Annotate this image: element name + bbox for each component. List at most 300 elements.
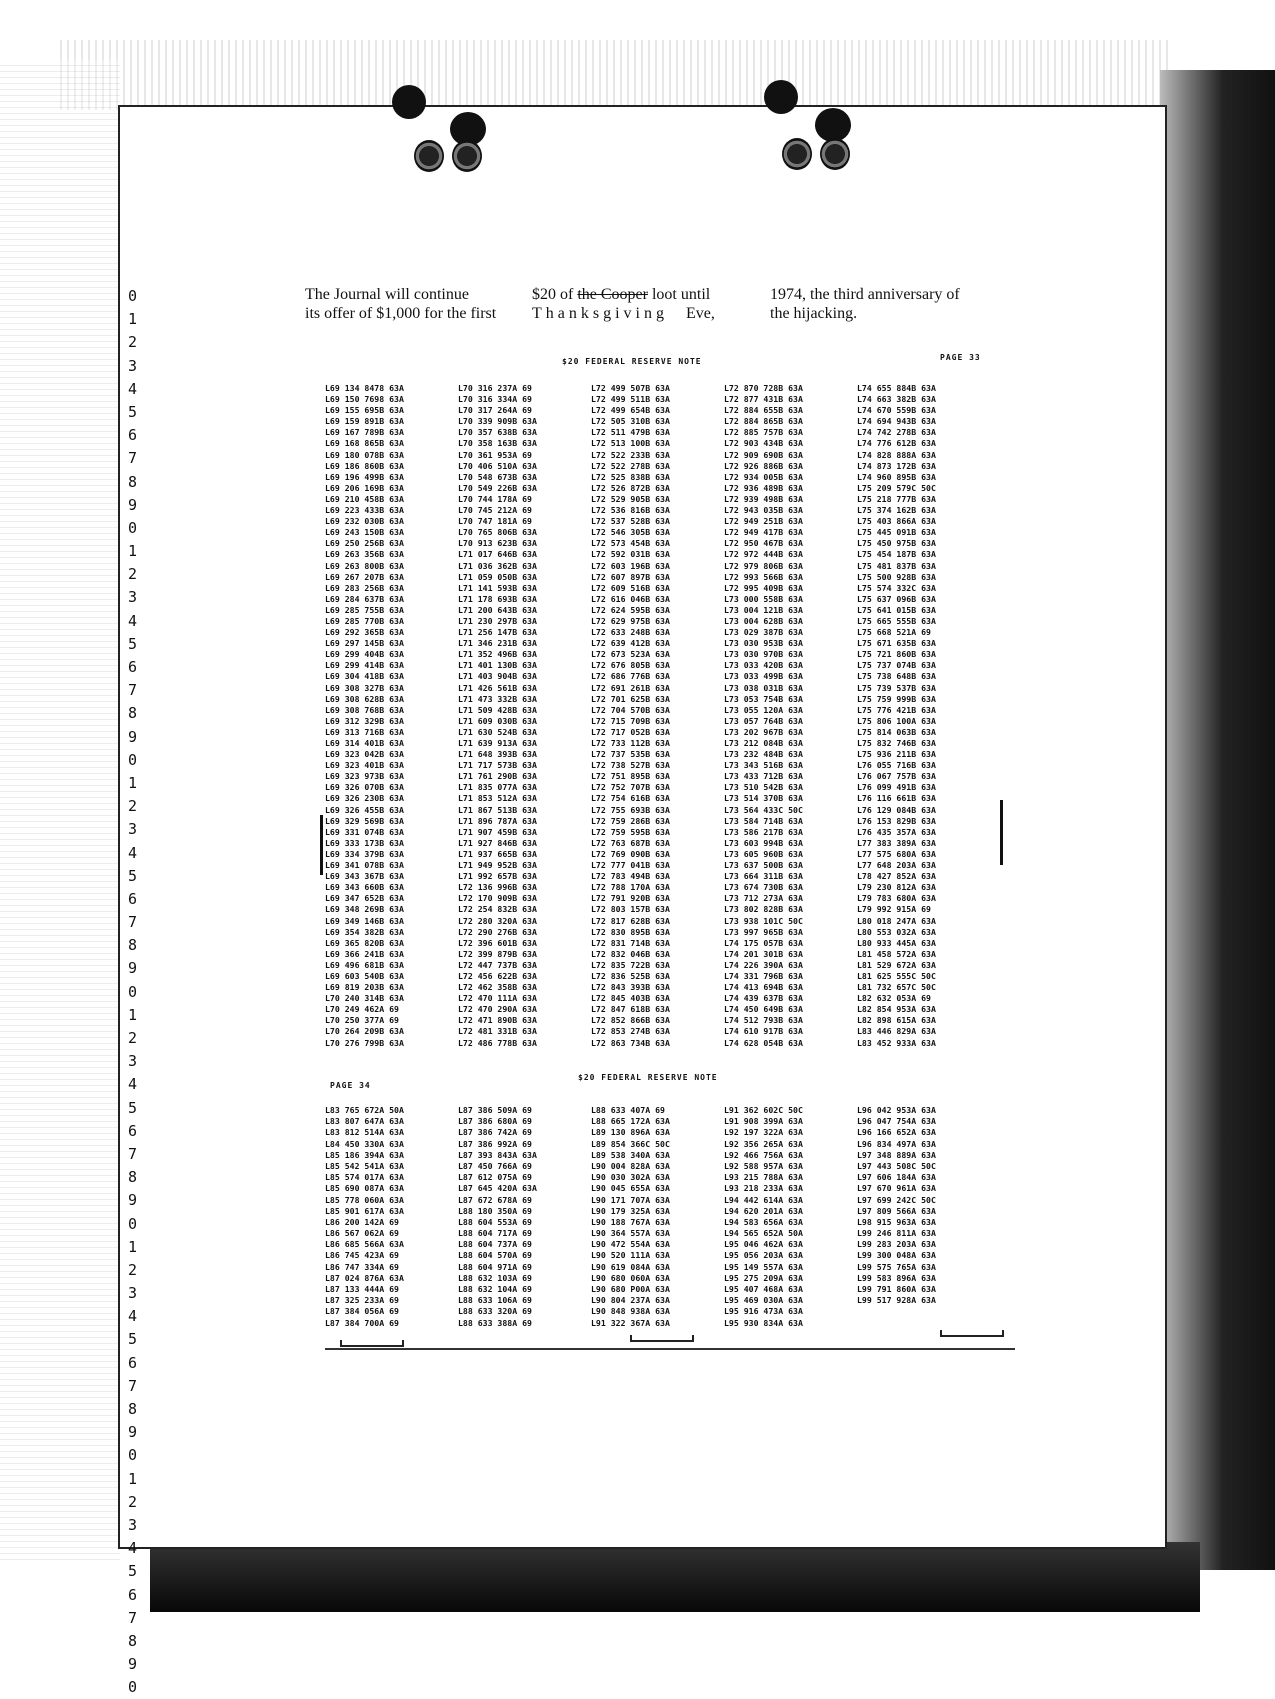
serial-number-entry: L72 777 041B 63A	[591, 860, 670, 871]
serial-number-entry: L70 250 377A 69	[325, 1015, 399, 1026]
binder-hole	[764, 80, 798, 114]
serial-number-entry: L71 401 130B 63A	[458, 660, 537, 671]
serial-number-entry: L72 885 757B 63A	[724, 427, 803, 438]
serial-number-entry: L72 136 996B 63A	[458, 882, 537, 893]
serial-number-entry: L69 283 256B 63A	[325, 582, 404, 593]
serial-number-entry: L79 783 680A 63A	[857, 893, 936, 904]
section-title: $20 FEDERAL RESERVE NOTE	[578, 1073, 718, 1082]
serial-number-entry: L85 574 017A 63A	[325, 1172, 404, 1183]
serial-number-entry: L74 873 172B 63A	[857, 460, 936, 471]
serial-number-entry: L72 831 714B 63A	[591, 937, 670, 948]
serial-number-entry: L72 754 616B 63A	[591, 793, 670, 804]
serial-number-entry: L69 347 652B 63A	[325, 893, 404, 904]
serial-number-entry: L87 386 992A 69	[458, 1138, 532, 1149]
serial-number-entry: L69 313 716B 63A	[325, 726, 404, 737]
binder-ring	[414, 140, 444, 172]
serial-number-entry: L72 624 595B 63A	[591, 604, 670, 615]
margin-number: 8	[128, 1631, 138, 1650]
margin-number: 1	[128, 1005, 138, 1024]
margin-number: 8	[128, 472, 138, 491]
serial-number-entry: L72 769 090B 63A	[591, 848, 670, 859]
serial-number-entry: L69 348 269B 63A	[325, 904, 404, 915]
serial-number-entry: L69 343 367B 63A	[325, 871, 404, 882]
header-line: its offer of $1,000 for the first	[305, 305, 497, 322]
margin-number: 6	[128, 658, 138, 676]
margin-number: 4	[128, 379, 138, 398]
serial-number-entry: L81 529 672A 63A	[857, 959, 936, 970]
serial-number-entry: L75 665 555B 63A	[857, 615, 936, 626]
serial-number-entry: L72 691 261B 63A	[591, 682, 670, 693]
serial-number-entry: L69 263 356B 63A	[325, 549, 404, 560]
serial-number-entry: L69 304 418B 63A	[325, 671, 404, 682]
margin-number: 0	[128, 287, 138, 305]
serial-number-entry: L72 676 805B 63A	[591, 660, 670, 671]
serial-number-entry: L69 206 169B 63A	[325, 482, 404, 493]
serial-number-entry: L72 592 031B 63A	[591, 549, 670, 560]
serial-number-entry: L69 297 145B 63A	[325, 638, 404, 649]
serial-number-entry: L90 171 707A 63A	[591, 1194, 670, 1205]
serial-number-entry: L76 067 757B 63A	[857, 771, 936, 782]
margin-number: 8	[128, 1168, 138, 1187]
serial-number-entry: L72 170 909B 63A	[458, 893, 537, 904]
serial-number-entry: L74 628 054B 63A	[724, 1037, 803, 1048]
serial-number-entry: L74 226 390A 63A	[724, 959, 803, 970]
serial-number-entry: L72 616 046B 63A	[591, 593, 670, 604]
serial-number-entry: L69 285 755B 63A	[325, 604, 404, 615]
serial-number-entry: L91 362 602C 50C	[724, 1105, 803, 1115]
serial-number-entry: L72 949 417B 63A	[724, 527, 803, 538]
serial-number-entry: L72 537 528B 63A	[591, 516, 670, 527]
serial-number-entry: L78 427 852A 63A	[857, 871, 936, 882]
serial-number-entry: L73 202 967B 63A	[724, 726, 803, 737]
serial-number-entry: L75 641 015B 63A	[857, 604, 936, 615]
serial-number-entry: L87 325 233A 69	[325, 1295, 399, 1306]
serial-number-entry: L71 426 561B 63A	[458, 682, 537, 693]
margin-number: 7	[128, 449, 138, 468]
serial-number-entry: L69 210 458B 63A	[325, 493, 404, 504]
serial-number-entry: L96 166 652A 63A	[857, 1127, 936, 1138]
serial-number-entry: L90 804 237A 63A	[591, 1295, 670, 1306]
margin-number: 5	[128, 634, 138, 653]
serial-number-entry: L95 275 209A 63A	[724, 1272, 803, 1283]
serial-number-entry: L95 916 473A 63A	[724, 1306, 803, 1317]
serial-number-entry: L76 153 829B 63A	[857, 815, 936, 826]
serial-number-entry: L86 745 423A 69	[325, 1250, 399, 1261]
serial-number-entry: L89 130 896A 63A	[591, 1127, 670, 1138]
serial-number-entry: L90 004 828A 63A	[591, 1160, 670, 1171]
serial-number-entry: L76 099 491B 63A	[857, 782, 936, 793]
serial-number-entry: L72 536 816B 63A	[591, 505, 670, 516]
serial-number-entry: L74 960 895B 63A	[857, 471, 936, 482]
serial-number-entry: L77 575 680A 63A	[857, 848, 936, 859]
serial-number-entry: L72 717 052B 63A	[591, 726, 670, 737]
binder-hole	[392, 85, 426, 119]
serial-number-entry: L74 201 301B 63A	[724, 948, 803, 959]
serial-number-entry: L92 356 265A 63A	[724, 1138, 803, 1149]
serial-number-entry: L74 663 382B 63A	[857, 394, 936, 405]
serial-number-entry: L72 733 112B 63A	[591, 738, 670, 748]
serial-number-entry: L73 603 994B 63A	[724, 837, 803, 848]
serial-number-entry: L69 314 401B 63A	[325, 738, 404, 748]
margin-number: 6	[128, 426, 138, 445]
serial-number-entry: L75 936 211B 63A	[857, 749, 936, 760]
serial-number-entry: L69 285 770B 63A	[325, 615, 404, 626]
serial-number-entry: L75 832 746B 63A	[857, 738, 936, 748]
serial-number-entry: L70 406 510A 63A	[458, 460, 537, 471]
serial-number-entry: L73 232 484B 63A	[724, 749, 803, 760]
serial-number-entry: L70 276 799B 63A	[325, 1037, 404, 1048]
serial-number-entry: L70 913 623B 63A	[458, 538, 537, 549]
serial-number-entry: L75 739 537B 63A	[857, 682, 936, 693]
serial-number-entry: L96 042 953A 63A	[857, 1105, 936, 1115]
serial-number-entry: L72 522 278B 63A	[591, 460, 670, 471]
serial-number-entry: L72 499 511B 63A	[591, 394, 670, 405]
margin-number: 1	[128, 1237, 138, 1256]
serial-number-entry: L87 393 843A 63A	[458, 1149, 537, 1160]
serial-number-entry: L72 853 274B 63A	[591, 1026, 670, 1037]
serial-number-entry: L72 852 866B 63A	[591, 1015, 670, 1026]
serial-number-entry: L71 639 913A 63A	[458, 738, 537, 748]
margin-number: 6	[128, 889, 138, 908]
serial-number-entry: L90 680 P00A 63A	[591, 1284, 670, 1294]
serial-number-entry: L89 538 340A 63A	[591, 1149, 670, 1160]
serial-number-entry: L87 384 056A 69	[325, 1306, 399, 1317]
serial-number-entry: L72 686 776B 63A	[591, 671, 670, 682]
serial-number-entry: L77 648 203A 63A	[857, 860, 936, 871]
serial-number-entry: L75 500 928B 63A	[857, 571, 936, 582]
serial-number-entry: L75 814 063B 63A	[857, 726, 936, 737]
serial-number-entry: L69 150 7698 63A	[325, 394, 404, 405]
serial-number-entry: L91 908 399A 63A	[724, 1116, 803, 1127]
serial-number-entry: L74 742 278B 63A	[857, 427, 936, 438]
serial-number-entry: L69 326 230B 63A	[325, 793, 404, 804]
serial-number-entry: L72 926 886B 63A	[724, 460, 803, 471]
serial-number-entry: L87 672 678A 69	[458, 1194, 532, 1205]
margin-number: 6	[128, 1585, 138, 1604]
serial-number-entry: L72 936 489B 63A	[724, 482, 803, 493]
serial-number-entry: L70 358 163B 63A	[458, 438, 537, 449]
serial-number-entry: L70 549 226B 63A	[458, 482, 537, 493]
serial-number-entry: L71 896 787A 63A	[458, 815, 537, 826]
section-title: $20 FEDERAL RESERVE NOTE	[562, 357, 702, 366]
serial-number-entry: L69 308 628B 63A	[325, 693, 404, 704]
serial-number-entry: L72 950 467B 63A	[724, 538, 803, 549]
page-label: PAGE 34	[330, 1081, 371, 1090]
serial-number-entry: L71 835 077A 63A	[458, 782, 537, 793]
serial-number-entry: L96 047 754A 63A	[857, 1116, 936, 1127]
serial-number-entry: L80 553 032A 63A	[857, 926, 936, 937]
serial-number-entry: L72 254 832B 63A	[458, 904, 537, 915]
serial-number-entry: L73 030 970B 63A	[724, 649, 803, 660]
serial-number-entry: L72 943 035B 63A	[724, 505, 803, 516]
margin-number: 9	[128, 1191, 138, 1210]
serial-number-entry: L70 747 181A 69	[458, 516, 532, 527]
serial-number-entry: L72 447 737B 63A	[458, 959, 537, 970]
margin-number: 5	[128, 402, 138, 421]
serial-number-entry: L75 721 860B 63A	[857, 649, 936, 660]
serial-number-entry: L75 218 777B 63A	[857, 493, 936, 504]
serial-number-entry: L90 472 554A 63A	[591, 1239, 670, 1250]
serial-number-entry: L71 609 030B 63A	[458, 715, 537, 726]
serial-number-entry: L76 116 661B 63A	[857, 793, 936, 804]
margin-number: 4	[128, 1539, 138, 1558]
margin-number: 7	[128, 681, 138, 700]
serial-number-entry: L71 200 643B 63A	[458, 604, 537, 615]
serial-number-entry: L87 386 742A 69	[458, 1127, 532, 1138]
serial-number-entry: L72 470 111A 63A	[458, 993, 537, 1004]
serial-number-entry: L83 452 933A 63A	[857, 1037, 936, 1048]
serial-number-entry: L72 633 248B 63A	[591, 627, 670, 638]
serial-number-entry: L70 249 462A 69	[325, 1004, 399, 1015]
serial-number-entry: L88 632 103A 69	[458, 1272, 532, 1283]
serial-number-entry: L72 529 905B 63A	[591, 493, 670, 504]
serial-number-entry: L80 018 247A 63A	[857, 915, 936, 926]
serial-number-entry: L71 178 693B 63A	[458, 593, 537, 604]
serial-number-entry: L85 690 087A 63A	[325, 1183, 404, 1194]
serial-number-entry: L97 606 184A 63A	[857, 1172, 936, 1183]
serial-number-entry: L70 264 209B 63A	[325, 1026, 404, 1037]
serial-number-entry: L99 583 896A 63A	[857, 1272, 936, 1283]
serial-number-entry: L73 514 370B 63A	[724, 793, 803, 804]
serial-columns-bottom	[325, 1105, 985, 1329]
serial-number-entry: L74 655 884B 63A	[857, 383, 936, 393]
serial-number-entry: L69 331 074B 63A	[325, 826, 404, 837]
serial-number-entry: L75 574 332C 63A	[857, 582, 936, 593]
serial-number-entry: L73 802 828B 63A	[724, 904, 803, 915]
serial-number-entry: L72 456 622B 63A	[458, 970, 537, 981]
serial-number-entry: L72 522 233B 63A	[591, 449, 670, 460]
serial-number-entry: L73 674 730B 63A	[724, 882, 803, 893]
serial-number-entry: L93 215 788A 63A	[724, 1172, 803, 1183]
serial-number-entry: L76 435 357A 63A	[857, 826, 936, 837]
serial-number-entry: L73 029 387B 63A	[724, 627, 803, 638]
margin-number: 5	[128, 1562, 138, 1581]
serial-number-entry: L72 783 494B 63A	[591, 871, 670, 882]
margin-number: 2	[128, 333, 138, 352]
serial-number-entry: L71 907 459B 63A	[458, 826, 537, 837]
serial-number-entry: L71 059 050B 63A	[458, 571, 537, 582]
serial-number-entry: L75 776 421B 63A	[857, 704, 936, 715]
serial-number-entry: L74 450 649B 63A	[724, 1004, 803, 1015]
serial-number-entry: L90 045 655A 63A	[591, 1183, 670, 1194]
margin-number: 9	[128, 1655, 138, 1674]
margin-number: 2	[128, 1260, 138, 1279]
serial-number-entry: L79 992 915A 69	[857, 904, 931, 915]
serial-number-entry: L73 938 101C 50C	[724, 915, 803, 926]
bracket-mark	[940, 1330, 1004, 1337]
serial-number-entry: L88 633 106A 69	[458, 1295, 532, 1306]
serial-number-entry: L71 761 290B 63A	[458, 771, 537, 782]
serial-number-entry: L72 629 975B 63A	[591, 615, 670, 626]
serial-column	[857, 1105, 985, 1329]
margin-number: 7	[128, 1376, 138, 1395]
serial-number-entry: L97 809 566A 63A	[857, 1205, 936, 1216]
serial-number-entry: L82 632 053A 69	[857, 993, 931, 1004]
serial-number-entry: L92 197 322A 63A	[724, 1127, 803, 1138]
header-line: Thanksgiving Eve,	[532, 305, 715, 322]
serial-number-entry: L72 573 454B 63A	[591, 538, 670, 549]
serial-number-entry: L71 717 573B 63A	[458, 760, 537, 771]
margin-number: 1	[128, 1469, 138, 1488]
serial-number-entry: L87 612 075A 69	[458, 1172, 532, 1183]
serial-number-entry: L73 004 628B 63A	[724, 615, 803, 626]
serial-column	[458, 1105, 586, 1329]
margin-number: 2	[128, 1029, 138, 1047]
margin-number: 4	[128, 611, 138, 630]
header-column-2	[532, 285, 752, 323]
serial-number-entry: L71 509 428B 63A	[458, 704, 537, 715]
serial-number-entry: L74 776 612B 63A	[857, 438, 936, 449]
serial-number-entry: L72 470 290A 63A	[458, 1004, 537, 1015]
serial-number-entry: L73 712 273A 63A	[724, 893, 803, 904]
serial-number-entry: L72 759 286B 63A	[591, 815, 670, 826]
serial-number-entry: L88 632 104A 69	[458, 1284, 532, 1294]
serial-number-entry: L69 323 973B 63A	[325, 771, 404, 782]
serial-number-entry: L69 329 569B 63A	[325, 815, 404, 826]
binder-hole	[815, 108, 851, 142]
serial-number-entry: L72 836 525B 63A	[591, 970, 670, 981]
serial-number-entry: L74 175 057B 63A	[724, 937, 803, 948]
serial-number-entry: L72 546 305B 63A	[591, 527, 670, 538]
margin-number: 0	[128, 1214, 138, 1233]
serial-number-entry: L75 737 074B 63A	[857, 660, 936, 671]
serial-number-entry: L82 854 953A 63A	[857, 1004, 936, 1015]
serial-number-entry: L69 343 660B 63A	[325, 882, 404, 893]
serial-number-entry: L74 670 559B 63A	[857, 405, 936, 416]
serial-number-entry: L69 323 401B 63A	[325, 760, 404, 771]
margin-number: 9	[128, 495, 138, 514]
serial-number-entry: L72 280 320A 63A	[458, 915, 537, 926]
serial-number-entry: L69 159 891B 63A	[325, 416, 404, 427]
serial-number-entry: L72 737 535B 63A	[591, 749, 670, 760]
serial-column	[325, 1105, 453, 1329]
serial-number-entry: L75 759 999B 63A	[857, 693, 936, 704]
serial-number-page	[300, 285, 1010, 1365]
serial-number-entry: L75 806 100A 63A	[857, 715, 936, 726]
serial-number-entry: L73 664 311B 63A	[724, 871, 803, 882]
margin-bar	[320, 815, 323, 875]
margin-number: 6	[128, 1353, 138, 1372]
header-line: The Journal will continue	[305, 286, 469, 303]
serial-number-entry: L72 511 479B 63A	[591, 427, 670, 438]
serial-number-entry: L72 863 734B 63A	[591, 1037, 670, 1048]
serial-number-entry: L89 854 366C 50C	[591, 1138, 670, 1149]
header-line: $20 of the Cooper loot until	[532, 286, 711, 303]
serial-number-entry: L70 765 806B 63A	[458, 527, 537, 538]
serial-number-entry: L69 603 540B 63A	[325, 970, 404, 981]
serial-number-entry: L83 765 672A 50A	[325, 1105, 404, 1115]
serial-number-entry: L74 694 943B 63A	[857, 416, 936, 427]
margin-bar	[1000, 800, 1003, 865]
serial-number-entry: L69 354 382B 63A	[325, 926, 404, 937]
serial-number-entry: L95 930 834A 63A	[724, 1317, 803, 1328]
serial-number-entry: L69 333 173B 63A	[325, 837, 404, 848]
serial-number-entry: L71 036 362B 63A	[458, 560, 537, 571]
margin-number: 2	[128, 1492, 138, 1511]
serial-number-entry: L71 949 952B 63A	[458, 860, 537, 871]
serial-number-entry: L87 384 700A 69	[325, 1317, 399, 1328]
serial-number-entry: L74 439 637B 63A	[724, 993, 803, 1004]
serial-number-entry: L73 057 764B 63A	[724, 715, 803, 726]
serial-number-entry: L90 680 060A 63A	[591, 1272, 670, 1283]
serial-number-entry: L88 633 388A 69	[458, 1317, 532, 1328]
serial-number-entry: L90 520 111A 63A	[591, 1250, 670, 1261]
serial-number-entry: L72 704 570B 63A	[591, 704, 670, 715]
bracket-mark	[340, 1340, 404, 1347]
scan-shadow-bottom	[150, 1542, 1200, 1612]
bracket-mark	[630, 1335, 694, 1342]
margin-number: 9	[128, 1423, 138, 1442]
margin-number: 5	[128, 1098, 138, 1117]
serial-number-entry: L75 668 521A 69	[857, 627, 931, 638]
serial-number-entry: L99 575 765A 63A	[857, 1261, 936, 1272]
serial-number-entry: L72 526 872B 63A	[591, 482, 670, 493]
serial-number-entry: L72 607 897B 63A	[591, 571, 670, 582]
serial-number-entry: L99 300 048A 63A	[857, 1250, 936, 1261]
serial-number-entry: L81 625 555C 50C	[857, 970, 936, 981]
serial-number-entry: L72 817 628B 63A	[591, 915, 670, 926]
margin-number: 3	[128, 820, 138, 839]
header-column-3	[770, 285, 1010, 323]
serial-number-entry: L72 673 523A 63A	[591, 649, 670, 660]
margin-number: 4	[128, 1307, 138, 1326]
serial-number-entry: L88 665 172A 63A	[591, 1116, 670, 1127]
serial-column	[325, 383, 453, 1049]
serial-number-entry: L71 403 904B 63A	[458, 671, 537, 682]
serial-number-entry: L88 180 350A 69	[458, 1205, 532, 1216]
serial-number-entry: L73 053 754B 63A	[724, 693, 803, 704]
serial-number-entry: L84 450 330A 63A	[325, 1138, 404, 1149]
serial-number-entry: L72 609 516B 63A	[591, 582, 670, 593]
serial-number-entry: L69 267 207B 63A	[325, 571, 404, 582]
serial-number-entry: L69 323 042B 63A	[325, 749, 404, 760]
binder-ring	[452, 140, 482, 172]
serial-number-entry: L69 263 800B 63A	[325, 560, 404, 571]
serial-number-entry: L73 030 953B 63A	[724, 638, 803, 649]
serial-number-entry: L76 129 084B 63A	[857, 804, 936, 815]
margin-number: 4	[128, 843, 138, 862]
serial-number-entry: L72 835 722B 63A	[591, 959, 670, 970]
serial-number-entry: L69 155 695B 63A	[325, 405, 404, 416]
serial-number-entry: L93 218 233A 63A	[724, 1183, 803, 1194]
serial-number-entry: L71 352 496B 63A	[458, 649, 537, 660]
margin-number: 3	[128, 1515, 138, 1534]
serial-number-entry: L69 196 499B 63A	[325, 471, 404, 482]
margin-number: 3	[128, 1052, 138, 1071]
serial-number-entry: L69 186 860B 63A	[325, 460, 404, 471]
margin-number: 4	[128, 1075, 138, 1094]
serial-number-entry: L82 898 615A 63A	[857, 1015, 936, 1026]
serial-column	[458, 383, 586, 1049]
serial-number-entry: L69 134 8478 63A	[325, 383, 404, 393]
serial-number-entry: L75 637 096B 63A	[857, 593, 936, 604]
serial-number-entry: L71 473 332B 63A	[458, 693, 537, 704]
serial-number-entry: L72 934 005B 63A	[724, 471, 803, 482]
serial-number-entry: L95 407 468A 63A	[724, 1284, 803, 1294]
serial-number-entry: L70 361 953A 69	[458, 449, 532, 460]
serial-number-entry: L79 230 812A 63A	[857, 882, 936, 893]
serial-number-entry: L70 339 909B 63A	[458, 416, 537, 427]
serial-number-entry: L69 326 455B 63A	[325, 804, 404, 815]
serial-number-entry: L73 004 121B 63A	[724, 604, 803, 615]
serial-number-entry: L94 442 614A 63A	[724, 1194, 803, 1205]
serial-number-entry: L73 000 558B 63A	[724, 593, 803, 604]
serial-column	[724, 383, 852, 1049]
serial-number-entry: L72 949 251B 63A	[724, 516, 803, 527]
serial-number-entry: L73 033 420B 63A	[724, 660, 803, 671]
serial-number-entry: L86 567 062A 69	[325, 1228, 399, 1239]
serial-number-entry: L85 542 541A 63A	[325, 1160, 404, 1171]
